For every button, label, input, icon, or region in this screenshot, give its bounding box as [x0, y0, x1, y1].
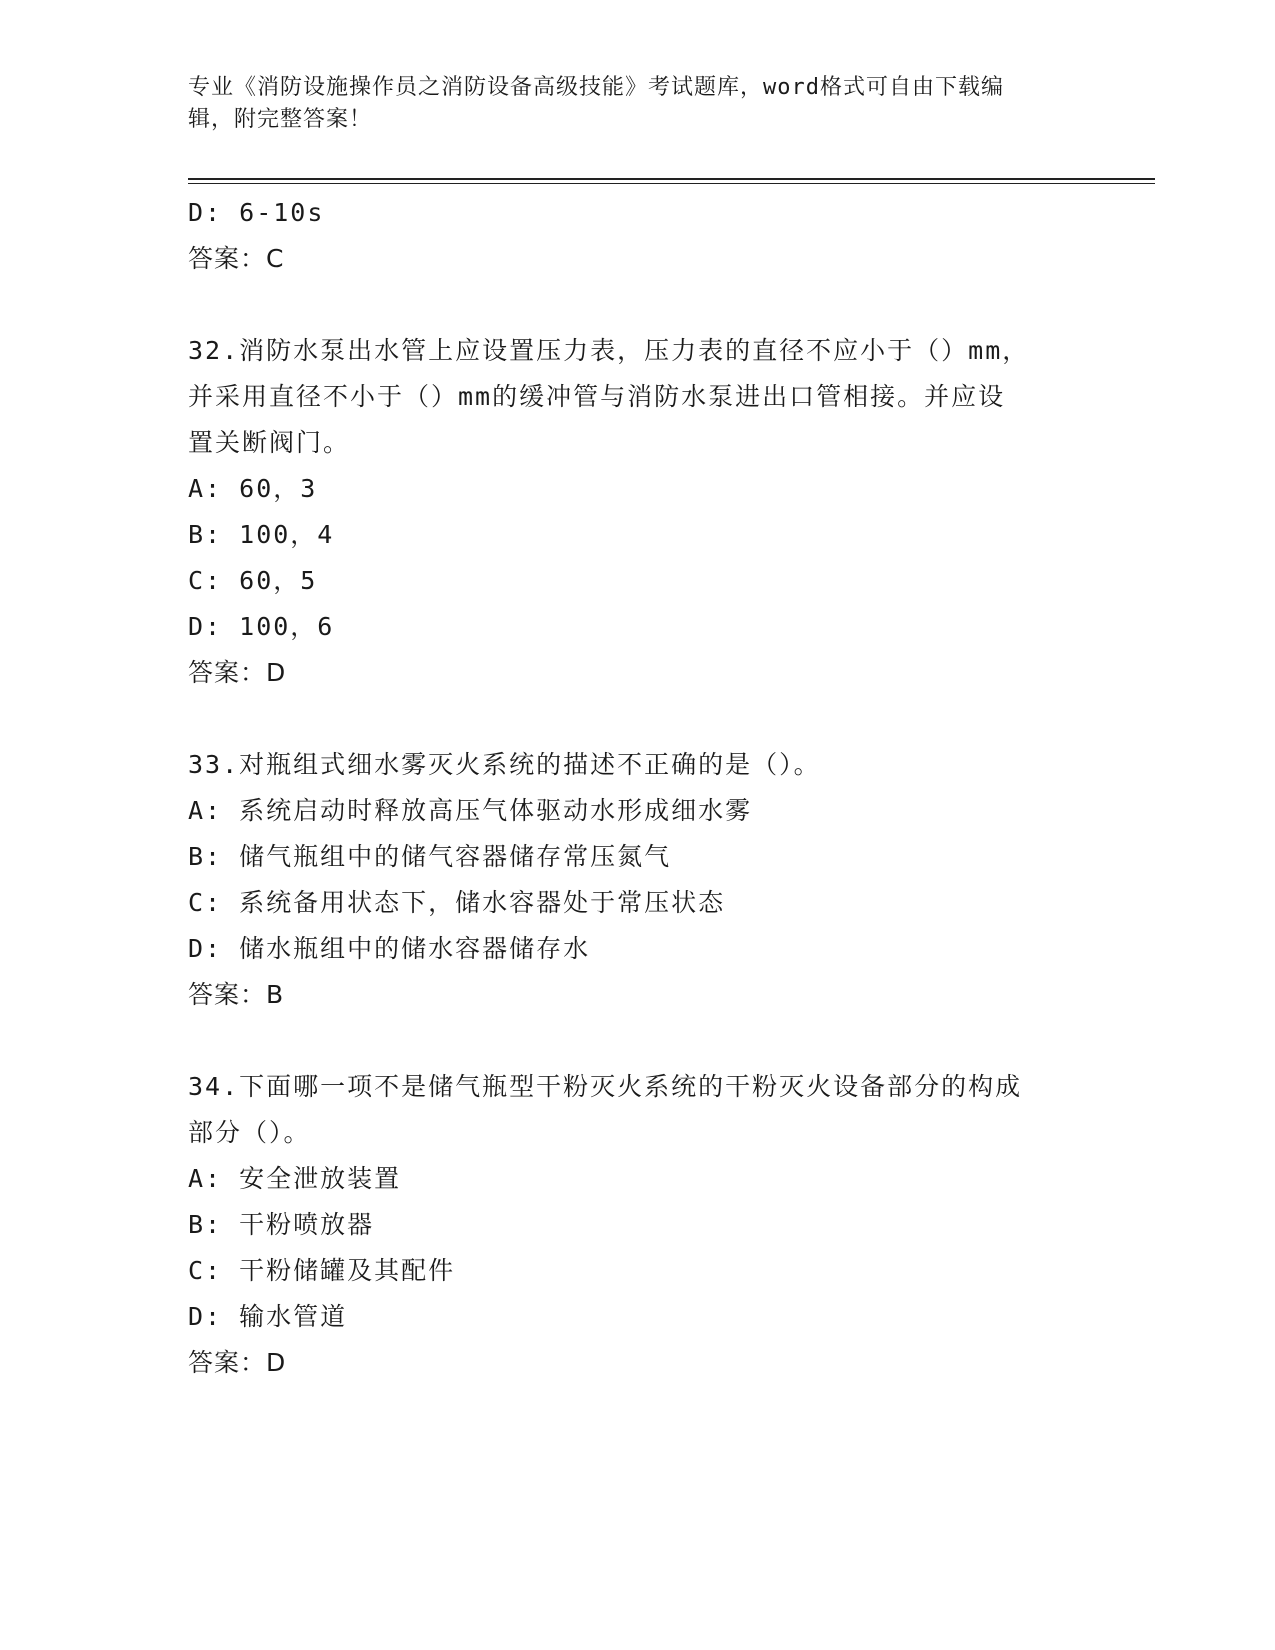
question-answer: 答案：B — [188, 980, 285, 1009]
header-divider-thick — [188, 178, 1155, 180]
question-32 — [188, 328, 1088, 696]
question-stem-line: 34.下面哪一项不是储气瓶型干粉灭火系统的干粉灭火设备部分的构成 — [188, 1072, 1023, 1101]
question-stem-line: 部分（）。 — [188, 1118, 311, 1147]
spacer — [188, 696, 1088, 742]
question-34 — [188, 1064, 1088, 1386]
question-stem-line: 置关断阀门。 — [188, 428, 351, 457]
question-stem-line: 并采用直径不小于（）mm的缓冲管与消防水泵进出口管相接。并应设 — [188, 382, 1006, 411]
option-b: B: 干粉喷放器 — [188, 1210, 375, 1239]
prev-option-d: D: 6-10s — [188, 198, 325, 227]
option-b: B: 储气瓶组中的储气容器储存常压氮气 — [188, 842, 672, 871]
spacer — [188, 282, 1088, 328]
spacer — [188, 1018, 1088, 1064]
option-c: C: 干粉储罐及其配件 — [188, 1256, 456, 1285]
question-content — [188, 190, 1088, 1386]
option-d: D: 输水管道 — [188, 1302, 348, 1331]
question-answer: 答案：D — [188, 658, 287, 687]
question-stem-line: 33.对瓶组式细水雾灭火系统的描述不正确的是（）。 — [188, 750, 821, 779]
option-c: C: 60，5 — [188, 566, 318, 595]
document-header — [188, 72, 1068, 136]
header-line-2: 辑，附完整答案！ — [188, 107, 373, 132]
option-a: A: 安全泄放装置 — [188, 1164, 402, 1193]
option-a: A: 60，3 — [188, 474, 318, 503]
question-answer: 答案：D — [188, 1348, 287, 1377]
question-stem-line: 32.消防水泵出水管上应设置压力表，压力表的直径不应小于（）mm， — [188, 336, 1030, 365]
header-divider-thin — [188, 183, 1155, 184]
header-line-1: 专业《消防设施操作员之消防设备高级技能》考试题库，word格式可自由下载编 — [188, 75, 1004, 100]
option-b: B: 100，4 — [188, 520, 335, 549]
option-d: D: 储水瓶组中的储水容器储存水 — [188, 934, 591, 963]
option-d: D: 100，6 — [188, 612, 335, 641]
prev-answer: 答案：C — [188, 244, 285, 273]
option-c: C: 系统备用状态下，储水容器处于常压状态 — [188, 888, 726, 917]
option-a: A: 系统启动时释放高压气体驱动水形成细水雾 — [188, 796, 753, 825]
question-33 — [188, 742, 1088, 1018]
